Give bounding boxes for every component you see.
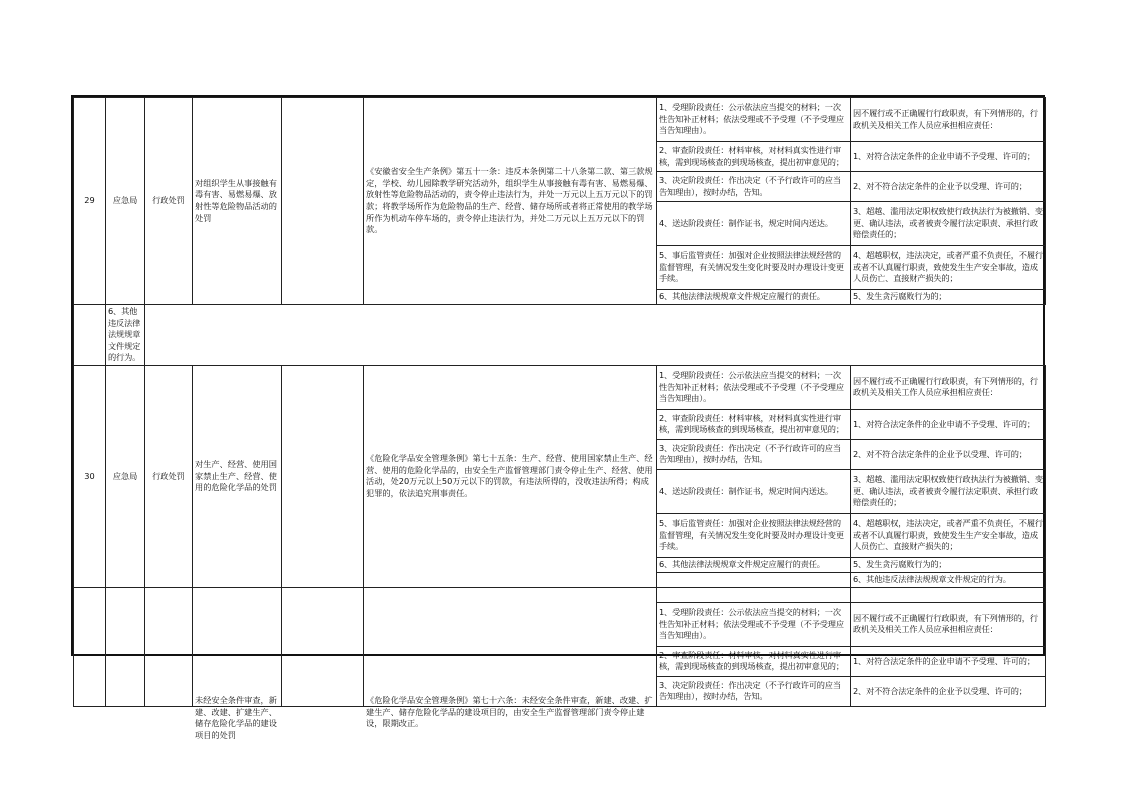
responsibility-table-sheet: [71, 95, 1045, 740]
accountability-item: 2、对不符合法定条件的企业予以受理、许可的；: [851, 676, 1046, 706]
responsibility-item: 3、决定阶段责任：作出决定（不予行政许可的应当告知理由），按时办结，告知。: [657, 172, 851, 202]
department-cell: [106, 587, 145, 706]
sub-item-cell: [282, 365, 364, 587]
power-type-cell: 行政处罚: [145, 365, 193, 587]
sub-item-cell: [282, 587, 364, 706]
row-number: 29: [74, 98, 106, 305]
accountability-item: 5、发生贪污腐败行为的；: [851, 290, 1046, 305]
department-cell: 应急局: [106, 365, 145, 587]
table-row: [74, 98, 1046, 142]
responsibility-item: [74, 305, 106, 366]
accountability-item: [851, 587, 1046, 602]
accountability-item: 2、对不符合法定条件的企业予以受理、许可的；: [851, 439, 1046, 469]
responsibility-item: 3、决定阶段责任：作出决定（不予行政许可的应当告知理由），按时办结，告知。: [657, 439, 851, 469]
responsibility-table: [73, 97, 1046, 740]
accountability-item: 因不履行或不正确履行行政职责，有下列情形的，行政机关及相关工作人员应承担相应责任：: [851, 602, 1046, 646]
power-type-cell: [145, 587, 193, 706]
power-type-cell: 行政处罚: [145, 98, 193, 305]
accountability-item: 因不履行或不正确履行行政职责，有下列情形的，行政机关及相关工作人员应承担相应责任：: [851, 365, 1046, 409]
responsibility-item: 6、其他法律法规规章文件规定应履行的责任。: [657, 557, 851, 572]
row-number: 30: [74, 365, 106, 587]
power-item-cell: 对组织学生从事接触有毒有害、易燃易爆、放射性等危险物品活动的处罚: [193, 98, 282, 305]
responsibility-item: 2、审查阶段责任：材料审核，对材料真实性进行审核，需到现场核查的到现场核查，提出初审意见的；: [657, 142, 851, 172]
responsibility-item: [657, 572, 851, 587]
accountability-item: 因不履行或不正确履行行政职责，有下列情形的，行政机关及相关工作人员应承担相应责任：: [851, 98, 1046, 142]
responsibility-item: 4、送达阶段责任：制作证书，规定时间内送达。: [657, 202, 851, 246]
accountability-item: 1、对符合法定条件的企业申请不予受理、许可的；: [851, 142, 1046, 172]
legal-basis-cell: [364, 587, 657, 729]
accountability-item: 4、超越职权，违法决定，或者严重不负责任，不履行或者不认真履行职责，致使发生生产安全事故，造成人员伤亡、直接财产损失的；: [851, 246, 1046, 290]
accountability-item: 3、超越、滥用法定职权致使行政执法行为被撤销、变更、确认违法，或者被责令履行法定职责、承担行政赔偿责任的；: [851, 469, 1046, 513]
table-row: [74, 587, 1046, 602]
accountability-item: 6、其他违反法律法规规章文件规定的行为。: [851, 572, 1046, 587]
responsibility-item: 1、受理阶段责任：公示依法应当提交的材料；一次性告知补正材料；依法受理或不予受理（不予受理应当告知理由）。: [657, 602, 851, 646]
department-cell: 应急局: [106, 98, 145, 305]
power-item-cell: 对生产、经营、使用国家禁止生产、经营、使用的危险化学品的处罚: [193, 365, 282, 587]
row-number: [74, 587, 106, 706]
responsibility-item: 5、事后监管责任：加强对企业按照法律法规经营的监督管理，有关情况发生变化时要及时办理设计变更手续。: [657, 246, 851, 290]
responsibility-item: 6、其他法律法规规章文件规定应履行的责任。: [657, 290, 851, 305]
responsibility-item: 5、事后监管责任：加强对企业按照法律法规经营的监督管理，有关情况发生变化时要及时办理设计变更手续。: [657, 513, 851, 557]
legal-basis-cell: 《安徽省安全生产条例》第五十一条：违反本条例第二十八条第二款、第三款规定，学校、幼儿园除教学研究活动外，组织学生从事接触有毒有害、易燃易爆、放射性等危险物品活动的，责令停止违法行为，并处一万元以上五万元以下的罚款；将教学场所作为危险物品的生产、经营、储存场所或者将正常使用的教学场所作为机动车停车场的，责令停止违法行为，并处二万元以上五万元以下的罚款。: [364, 98, 657, 305]
accountability-item: 5、发生贪污腐败行为的；: [851, 557, 1046, 572]
table-row: [74, 365, 1046, 409]
responsibility-item: 1、受理阶段责任：公示依法应当提交的材料；一次性告知补正材料；依法受理或不予受理（不予受理应当告知理由）。: [657, 98, 851, 142]
responsibility-item: 2、审查阶段责任：材料审核，对材料真实性进行审核，需到现场核查的到现场核查，提出初审意见的；: [657, 646, 851, 676]
accountability-item: 2、对不符合法定条件的企业予以受理、许可的；: [851, 172, 1046, 202]
accountability-item: 1、对符合法定条件的企业申请不予受理、许可的；: [851, 646, 1046, 676]
accountability-item: 3、超越、滥用法定职权致使行政执法行为被撤销、变更、确认违法，或者被责令履行法定职责、承担行政赔偿责任的；: [851, 202, 1046, 246]
power-item-cell: [193, 587, 282, 740]
table-row: [74, 305, 1046, 366]
accountability-item: 6、其他违反法律法规规章文件规定的行为。: [106, 305, 145, 366]
responsibility-item: 2、审查阶段责任：材料审核，对材料真实性进行审核，需到现场核查的到现场核查，提出初审意见的；: [657, 409, 851, 439]
legal-basis-text: 《危险化学品安全管理条例》第七十六条：未经安全条件审查，新建、改建、扩建生产、储存危险化学品的建设项目的，由安全生产监督管理部门责令停止建设，限期改正。: [366, 694, 653, 729]
accountability-item: 4、超越职权，违法决定，或者严重不负责任，不履行或者不认真履行职责，致使发生生产安全事故，造成人员伤亡、直接财产损失的；: [851, 513, 1046, 557]
responsibility-item: [657, 587, 851, 602]
responsibility-item: 3、决定阶段责任：作出决定（不予行政许可的应当告知理由），按时办结，告知。: [657, 676, 851, 706]
accountability-item: 1、对符合法定条件的企业申请不予受理、许可的；: [851, 409, 1046, 439]
sub-item-cell: [282, 98, 364, 305]
power-item-text: 未经安全条件审查，新建、改建、扩建生产、储存危险化学品的建设项目的处罚: [195, 694, 277, 740]
responsibility-item: 4、送达阶段责任：制作证书，规定时间内送达。: [657, 469, 851, 513]
responsibility-item: 1、受理阶段责任：公示依法应当提交的材料；一次性告知补正材料；依法受理或不予受理（不予受理应当告知理由）。: [657, 365, 851, 409]
legal-basis-cell: 《危险化学品安全管理条例》第七十五条：生产、经营、使用国家禁止生产、经营、使用的危险化学品的，由安全生产监督管理部门责令停止生产、经营、使用活动，处20万元以上50万元以下的罚款，有违法所得的，没收违法所得；构成犯罪的，依法追究刑事责任。: [364, 365, 657, 587]
